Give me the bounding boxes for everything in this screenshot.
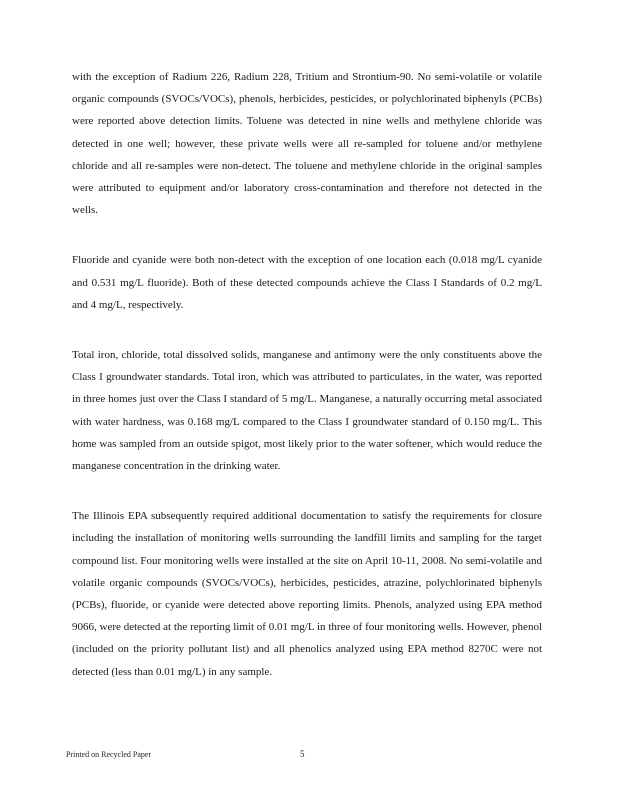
paragraph-fluoride-cyanide: Fluoride and cyanide were both non-detect with the exception of one location each (0.018 mg/L cyanide and 0.531 mg/L fluoride). Both of these detected compounds achieve the Class I Standards of 0.2 mg/L and 4 mg/L, respectively. [72,254,542,311]
footer-recycled-paper-note: Printed on Recycled Paper [66,750,152,759]
page-number: 5 [300,749,305,759]
paragraph-monitoring-wells: The Illinois EPA subsequently required additional documentation to satisfy the requirements for closure including the installation of monitoring wells surrounding the landfill limits and sampling for the target compound list. Four monitoring wells were installed at the site on April 10-11, 2008. No semi-volatile and volatile organic compounds (SVOCs/VOCs), herbicides, pesticides, atrazine, polychlorinated biphenyls (PCBs), fluoride, or cyanide were detected above reporting limits. Phenols, analyzed using EPA method 9066, were detected at the reporting limit of 0.01 mg/L in three of four monitoring wells. However, phenol (included on the priority pollutant list) and all phenolics analyzed using EPA method 8270C were not detected (less than 0.01 mg/L) in any sample. [72,510,542,678]
paragraph-class-i-exceedances: Total iron, chloride, total dissolved solids, manganese and antimony were the only constituents above the Class I groundwater standards. Total iron, which was attributed to particulates, in the water, was reported in three homes just over the Class I standard of 5 mg/L. Manganese, a naturally occurring metal associated with water hardness, was 0.168 mg/L compared to the Class I groundwater standard of 0.150 mg/L. This home was sampled from an outside spigot, most likely prior to the water softener, which would reduce the manganese concentration in the drinking water. [72,349,542,473]
paragraph-radionuclides-organics: with the exception of Radium 226, Radium 228, Tritium and Strontium-90. No semi-volatile or volatile organic compounds (SVOCs/VOCs), phenols, herbicides, pesticides, or polychlorinated biphenyls (PCBs) were reported above detection limits. Toluene was detected in nine wells and methylene chloride was detected in one well; however, these private wells were all re-sampled for toluene and/or methylene chloride and all re-samples were non-detect. The toluene and methylene chloride in the original samples were attributed to equipment and/or laboratory cross-contamination and therefore not detected in the wells. [72,71,542,217]
body-text [72,66,542,711]
